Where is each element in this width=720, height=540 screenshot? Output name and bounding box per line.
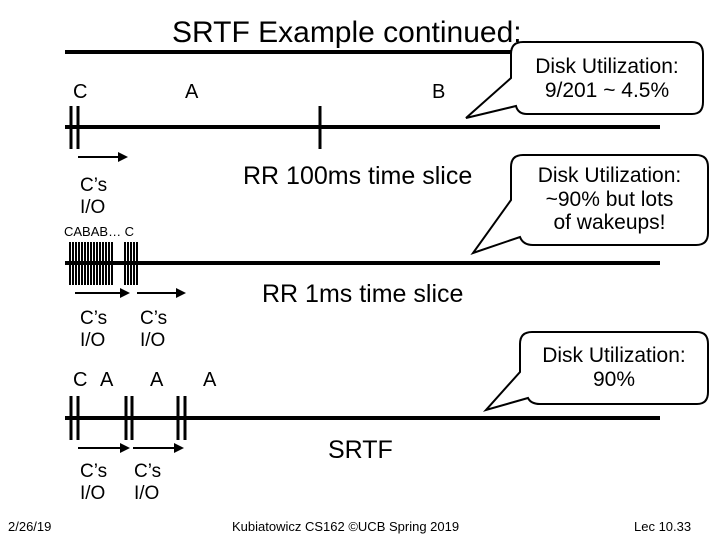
timeline-1-label-b: B — [432, 81, 446, 103]
callout-3-text: Disk Utilization: 90% — [542, 344, 686, 391]
timeline-2-caption: RR 1ms time slice — [262, 280, 464, 308]
timeline-1-label-c: C — [73, 81, 88, 103]
timeline-1-caption: RR 100ms time slice — [243, 162, 473, 190]
callout-2-text: Disk Utilization: ~90% but lots of wakeups! — [537, 164, 682, 235]
timeline-3-label-a3: A — [203, 369, 217, 391]
timeline-2-io-label-1: C’s I/O — [80, 308, 108, 351]
timeline-3-label-a2: A — [150, 369, 164, 391]
timeline-3-io-label-1: C’s I/O — [80, 461, 108, 504]
slide-title: SRTF Example continued: — [172, 16, 522, 49]
timeline-3-label-a1: A — [100, 369, 114, 391]
timeline-3-io-label-2: C’s I/O — [134, 461, 162, 504]
timeline-2-sequence-label: CABAB… C — [64, 224, 135, 239]
timeline-3-label-c: C — [73, 369, 88, 391]
slide-footer: Kubiatowicz CS162 ©UCB Spring 2019 — [232, 519, 460, 534]
slide-page-number: Lec 10.33 — [634, 519, 692, 534]
timeline-2-io-label-2: C’s I/O — [140, 308, 168, 351]
slide-date: 2/26/19 — [8, 519, 52, 534]
timeline-1-io-label: C’s I/O — [80, 175, 108, 218]
timeline-3-caption: SRTF — [328, 436, 393, 464]
timeline-1-label-a: A — [185, 81, 199, 103]
callout-1-text: Disk Utilization: 9/201 ~ 4.5% — [535, 55, 679, 102]
